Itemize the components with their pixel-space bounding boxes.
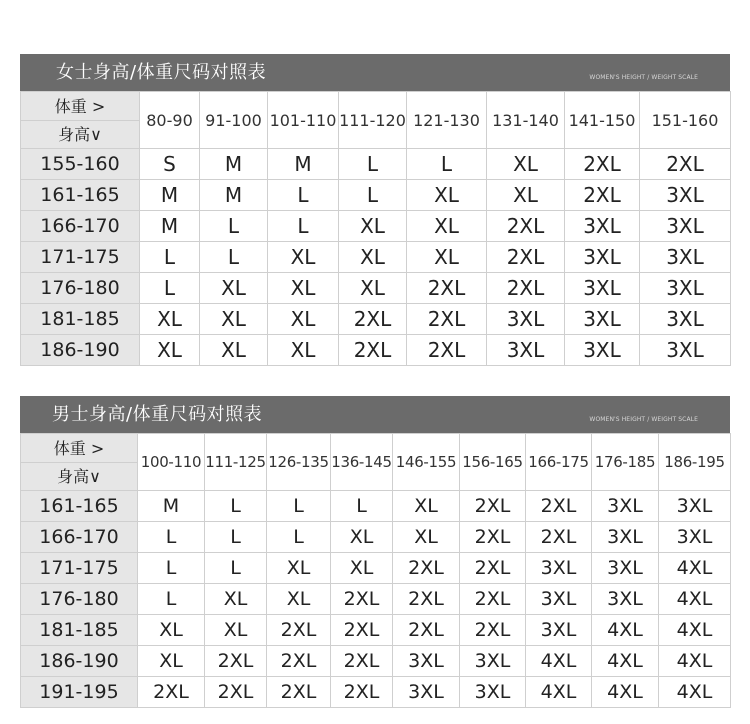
women-size-cell: XL (200, 304, 268, 335)
men-size-cell: 2XL (526, 522, 592, 553)
men-size-cell: 3XL (393, 646, 460, 677)
men-size-cell: 3XL (592, 553, 659, 584)
women-size-cell: 3XL (640, 335, 731, 366)
women-size-cell: 3XL (565, 304, 640, 335)
women-height-label: 161-165 (21, 180, 140, 211)
men-size-cell: 2XL (267, 646, 331, 677)
women-size-cell: 3XL (565, 242, 640, 273)
men-size-cell: L (205, 553, 267, 584)
men-size-cell: 2XL (526, 491, 592, 522)
women-size-cell: L (339, 149, 407, 180)
women-size-cell: XL (140, 335, 200, 366)
men-size-cell: 3XL (393, 677, 460, 708)
women-weight-header: 131-140 (487, 92, 565, 149)
men-chart-title: 男士身高/体重尺码对照表 (52, 404, 263, 425)
women-size-cell: XL (407, 180, 487, 211)
men-size-cell: XL (138, 646, 205, 677)
women-size-cell: L (140, 242, 200, 273)
women-header-row (21, 92, 731, 149)
men-size-row (21, 646, 731, 677)
women-size-row (21, 211, 731, 242)
men-weight-header: 146-155 (393, 434, 460, 491)
men-size-cell: 3XL (526, 553, 592, 584)
women-size-cell: L (268, 180, 339, 211)
women-size-table (20, 91, 731, 366)
women-size-cell: 3XL (640, 211, 731, 242)
women-size-cell: 2XL (407, 273, 487, 304)
women-size-cell: 3XL (640, 180, 731, 211)
women-chart-subtitle: WOMEN'S HEIGHT / WEIGHT SCALE (589, 74, 698, 81)
women-size-cell: XL (339, 242, 407, 273)
women-size-row (21, 180, 731, 211)
men-size-cell: XL (331, 522, 393, 553)
men-height-label: 191-195 (21, 677, 138, 708)
women-size-cell: 3XL (565, 335, 640, 366)
women-size-chart (20, 54, 730, 366)
men-size-cell: 2XL (331, 615, 393, 646)
women-size-row (21, 335, 731, 366)
men-height-label: 186-190 (21, 646, 138, 677)
women-size-row (21, 242, 731, 273)
men-size-cell: XL (205, 615, 267, 646)
women-size-cell: 2XL (407, 304, 487, 335)
women-corner-cell (21, 92, 140, 149)
women-size-cell: L (339, 180, 407, 211)
men-size-cell: 3XL (659, 522, 731, 553)
men-size-cell: L (138, 584, 205, 615)
men-size-row (21, 677, 731, 708)
women-size-cell: 3XL (487, 335, 565, 366)
men-size-cell: 4XL (526, 677, 592, 708)
men-size-row (21, 584, 731, 615)
men-size-cell: 2XL (460, 491, 526, 522)
women-size-cell: 2XL (487, 273, 565, 304)
women-size-cell: L (200, 211, 268, 242)
women-height-label: 171-175 (21, 242, 140, 273)
men-size-cell: M (138, 491, 205, 522)
men-size-cell: 2XL (138, 677, 205, 708)
men-height-label: 161-165 (21, 491, 138, 522)
men-weight-header: 100-110 (138, 434, 205, 491)
men-chart-header (20, 396, 730, 433)
men-size-cell: 2XL (460, 615, 526, 646)
women-size-cell: M (140, 180, 200, 211)
men-corner-weight-label: 体重 > (53, 438, 105, 458)
men-size-cell: L (138, 553, 205, 584)
men-size-cell: 3XL (659, 491, 731, 522)
women-size-cell: 2XL (487, 242, 565, 273)
men-size-cell: XL (205, 584, 267, 615)
women-size-cell: 3XL (640, 242, 731, 273)
women-height-label: 155-160 (21, 149, 140, 180)
men-corner-cell (21, 434, 138, 491)
women-height-label: 186-190 (21, 335, 140, 366)
men-size-cell: 3XL (592, 491, 659, 522)
women-size-cell: 2XL (407, 335, 487, 366)
men-size-cell: XL (331, 553, 393, 584)
men-size-cell: L (267, 491, 331, 522)
women-height-label: 176-180 (21, 273, 140, 304)
women-corner-weight-label: 体重 > (54, 96, 106, 116)
women-weight-header: 101-110 (268, 92, 339, 149)
men-size-cell: 4XL (659, 646, 731, 677)
men-header-row (21, 434, 731, 491)
men-weight-header: 156-165 (460, 434, 526, 491)
men-size-chart (20, 396, 730, 708)
women-weight-header: 91-100 (200, 92, 268, 149)
women-weight-header: 121-130 (407, 92, 487, 149)
women-size-cell: XL (407, 211, 487, 242)
men-size-cell: L (205, 522, 267, 553)
men-size-cell: 3XL (592, 522, 659, 553)
women-size-cell: 3XL (640, 304, 731, 335)
men-size-row (21, 491, 731, 522)
women-size-cell: 3XL (565, 273, 640, 304)
women-size-cell: M (200, 180, 268, 211)
men-weight-header: 186-195 (659, 434, 731, 491)
men-height-label: 166-170 (21, 522, 138, 553)
women-size-cell: XL (268, 273, 339, 304)
men-size-cell: 2XL (393, 615, 460, 646)
men-weight-header: 136-145 (331, 434, 393, 491)
men-chart-subtitle: WOMEN'S HEIGHT / WEIGHT SCALE (589, 416, 698, 423)
men-size-cell: 4XL (659, 553, 731, 584)
women-size-cell: 3XL (640, 273, 731, 304)
men-size-cell: 2XL (331, 584, 393, 615)
men-size-cell: 2XL (460, 553, 526, 584)
women-height-label: 181-185 (21, 304, 140, 335)
women-size-cell: 2XL (339, 335, 407, 366)
women-size-cell: XL (268, 242, 339, 273)
women-height-label: 166-170 (21, 211, 140, 242)
men-size-cell: 3XL (460, 646, 526, 677)
women-size-cell: M (200, 149, 268, 180)
women-size-cell: XL (487, 149, 565, 180)
men-size-cell: 2XL (205, 646, 267, 677)
women-size-cell: XL (339, 211, 407, 242)
men-size-row (21, 553, 731, 584)
women-weight-header: 111-120 (339, 92, 407, 149)
men-weight-header: 111-125 (205, 434, 267, 491)
men-size-row (21, 615, 731, 646)
women-size-row (21, 273, 731, 304)
women-size-cell: XL (268, 335, 339, 366)
women-corner-height-label: 身高∨ (21, 120, 139, 148)
men-size-cell: 4XL (592, 677, 659, 708)
women-weight-header: 141-150 (565, 92, 640, 149)
women-size-cell: XL (140, 304, 200, 335)
men-size-row (21, 522, 731, 553)
men-size-cell: L (331, 491, 393, 522)
men-size-cell: 4XL (526, 646, 592, 677)
men-size-cell: 2XL (205, 677, 267, 708)
women-size-cell: L (268, 211, 339, 242)
men-size-cell: 2XL (331, 646, 393, 677)
women-size-cell: XL (407, 242, 487, 273)
women-size-cell: 2XL (565, 180, 640, 211)
men-size-cell: 3XL (592, 584, 659, 615)
men-size-cell: XL (267, 553, 331, 584)
men-size-cell: L (267, 522, 331, 553)
women-size-cell: XL (200, 273, 268, 304)
women-weight-header: 151-160 (640, 92, 731, 149)
men-size-cell: XL (393, 522, 460, 553)
men-size-cell: 2XL (460, 584, 526, 615)
men-height-label: 181-185 (21, 615, 138, 646)
women-size-cell: 2XL (487, 211, 565, 242)
men-weight-header: 176-185 (592, 434, 659, 491)
women-size-cell: XL (200, 335, 268, 366)
women-size-cell: XL (339, 273, 407, 304)
men-size-cell: XL (393, 491, 460, 522)
women-size-cell: 2XL (339, 304, 407, 335)
men-size-cell: 2XL (460, 522, 526, 553)
men-height-label: 176-180 (21, 584, 138, 615)
men-size-cell: XL (138, 615, 205, 646)
men-weight-header: 166-175 (526, 434, 592, 491)
women-size-cell: XL (268, 304, 339, 335)
men-size-cell: 4XL (659, 615, 731, 646)
women-size-cell: M (140, 211, 200, 242)
women-size-cell: L (140, 273, 200, 304)
women-size-cell: 3XL (487, 304, 565, 335)
men-size-cell: L (205, 491, 267, 522)
women-size-cell: M (268, 149, 339, 180)
men-corner-height-label: 身高∨ (21, 462, 137, 490)
women-weight-header: 80-90 (140, 92, 200, 149)
men-size-cell: 4XL (592, 615, 659, 646)
women-size-cell: XL (487, 180, 565, 211)
men-size-cell: XL (267, 584, 331, 615)
men-size-table (20, 433, 731, 708)
women-chart-title: 女士身高/体重尺码对照表 (56, 62, 267, 83)
men-size-cell: 3XL (526, 584, 592, 615)
men-size-cell: L (138, 522, 205, 553)
women-size-cell: 3XL (565, 211, 640, 242)
women-size-cell: 2XL (565, 149, 640, 180)
men-size-cell: 2XL (393, 584, 460, 615)
women-size-cell: S (140, 149, 200, 180)
men-weight-header: 126-135 (267, 434, 331, 491)
men-size-cell: 2XL (331, 677, 393, 708)
men-height-label: 171-175 (21, 553, 138, 584)
men-size-cell: 3XL (526, 615, 592, 646)
men-size-cell: 2XL (267, 615, 331, 646)
men-size-cell: 2XL (267, 677, 331, 708)
men-size-cell: 4XL (659, 584, 731, 615)
women-size-cell: 2XL (640, 149, 731, 180)
women-chart-header (20, 54, 730, 91)
men-size-cell: 2XL (393, 553, 460, 584)
women-size-cell: L (407, 149, 487, 180)
women-size-cell: L (200, 242, 268, 273)
men-size-cell: 4XL (592, 646, 659, 677)
women-size-row (21, 304, 731, 335)
men-size-cell: 4XL (659, 677, 731, 708)
women-size-row (21, 149, 731, 180)
men-size-cell: 3XL (460, 677, 526, 708)
